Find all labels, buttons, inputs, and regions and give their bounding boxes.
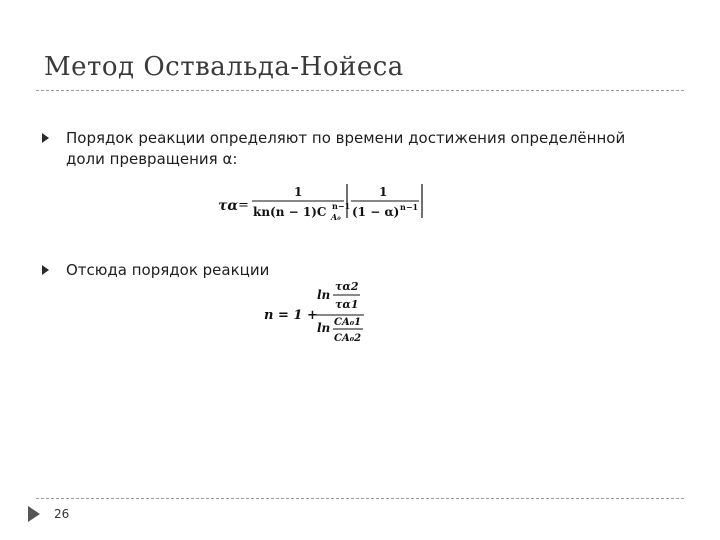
formula-reaction-order xyxy=(260,278,380,350)
formula1-lhs: τα xyxy=(218,198,239,214)
formula1-sub-a0: A₀ xyxy=(331,212,341,222)
formula2-tau-a2: τα2 xyxy=(335,280,359,293)
formula1-exp1: n−1 xyxy=(332,201,351,211)
bullet-arrow-icon xyxy=(42,265,49,275)
bullet-text-2: Отсюда порядок реакции xyxy=(66,261,270,279)
formula2-top-ln: ln xyxy=(317,288,331,302)
formula2-c-a01: CA₀1 xyxy=(334,317,362,328)
formula1-num2: 1 xyxy=(379,185,388,199)
formula1-den1: kn(n − 1)C xyxy=(253,205,327,219)
formula2-lhs: n = 1 + xyxy=(264,308,318,323)
page-marker-icon xyxy=(28,506,40,522)
page-number: 26 xyxy=(54,507,70,521)
formula2-c-a02: CA₀2 xyxy=(334,333,362,344)
formula2-bot-ln: ln xyxy=(317,321,331,335)
formula1-num1: 1 xyxy=(294,185,303,199)
slide-title: Метод Оствальда-Нойеса xyxy=(44,52,404,82)
formula2-tau-a1: τα1 xyxy=(335,298,359,311)
footer-divider xyxy=(36,498,684,499)
formula1-exp2: n−1 xyxy=(400,202,419,212)
formula1-den2: (1 − α) xyxy=(352,205,400,219)
title-divider xyxy=(36,90,684,91)
formula-time-alpha xyxy=(214,180,430,224)
bullet-arrow-icon xyxy=(42,133,49,143)
bullet-text-1: Порядок реакции определяют по времени достижения определённой доли превращения α: xyxy=(66,129,626,168)
formula1-equals: = xyxy=(238,198,249,213)
